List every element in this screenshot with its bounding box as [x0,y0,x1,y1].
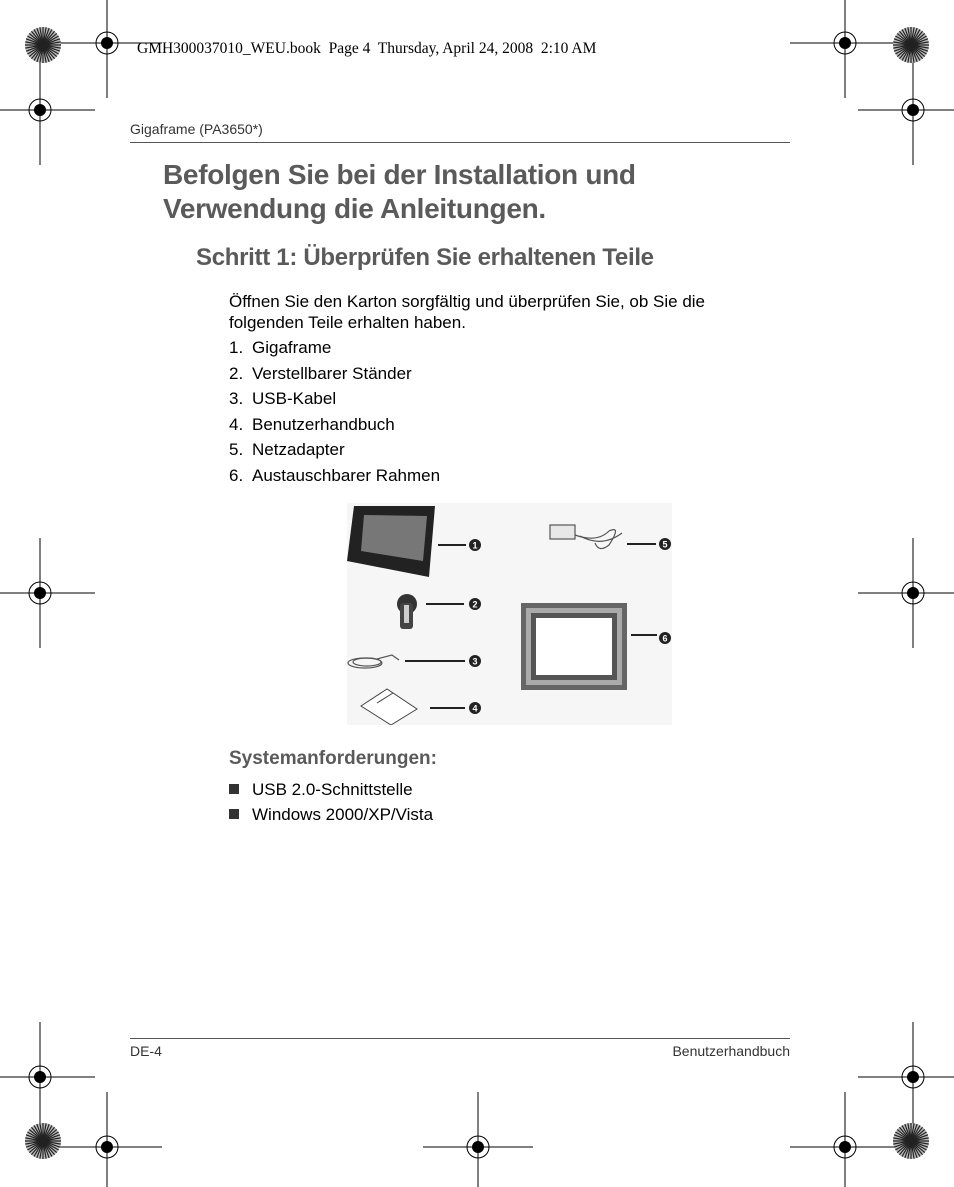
intro-paragraph [229,291,789,333]
svg-text:3: 3 [472,656,478,667]
list-item [229,363,440,389]
registration-mark-icon [858,1022,954,1132]
list-item [229,337,440,363]
header-rule [130,142,790,143]
print-slug: GMH300037010_WEU.book Page 4 Thursday, April 24, 2008 2:10 AM [137,40,597,57]
parts-list [229,337,440,491]
user-manual-illustration [361,689,417,725]
item-number: 1. [229,338,244,357]
registration-mark-icon [0,538,95,648]
title-line-2: Verwendung die Anleitungen. [163,193,546,224]
gigaframe-device-illustration [347,506,435,577]
list-item [229,388,440,414]
power-adapter-illustration [550,525,622,549]
title-line-1: Befolgen Sie bei der Installation und [163,159,636,190]
registration-mark-icon [423,1092,533,1187]
running-header: Gigaframe (PA3650*) [130,121,263,137]
svg-text:4: 4 [472,703,478,714]
list-item [229,804,433,829]
item-label: USB-Kabel [252,389,337,409]
item-label: Verstellbarer Ständer [252,363,412,383]
registration-mark-icon [858,538,954,648]
item-label: Windows 2000/XP/Vista [252,805,434,824]
footer-title: Benutzerhandbuch [672,1043,790,1059]
callout-3 [469,655,481,667]
footer-rule [130,1038,790,1039]
registration-mark-icon [790,0,900,98]
replaceable-frame-illustration [521,603,627,690]
callout-6 [659,632,671,644]
color-bar-starburst-icon [25,1123,61,1159]
item-number: 4. [229,414,244,434]
requirements-heading: Systemanforderungen: [229,748,437,769]
step-heading: Schritt 1: Überprüfen Sie erhaltenen Teile [196,244,654,271]
item-label: Gigaframe [252,338,332,357]
item-number: 5. [229,440,244,460]
svg-text:2: 2 [472,599,478,610]
svg-text:5: 5 [662,539,668,550]
registration-mark-icon [52,1092,162,1187]
svg-text:6: 6 [662,633,668,644]
color-bar-starburst-icon [25,27,61,63]
callout-2 [469,598,481,610]
item-label: Netzadapter [252,440,345,460]
list-item [229,465,440,491]
page-title [163,158,636,226]
stand-illustration [397,594,417,629]
registration-mark-icon [858,55,954,165]
item-number: 6. [229,465,244,485]
color-bar-starburst-icon [893,1123,929,1159]
package-contents-figure [347,503,672,725]
item-label: Benutzerhandbuch [252,414,395,434]
page-number: DE-4 [130,1043,162,1059]
item-label: Austauschbarer Rahmen [252,465,441,485]
callout-4 [469,702,481,714]
list-item [229,414,440,440]
registration-mark-icon [790,1092,900,1187]
svg-text:1: 1 [472,540,478,551]
square-bullet-icon [229,809,239,819]
registration-mark-icon [0,1022,95,1132]
square-bullet-icon [229,784,239,794]
usb-cable-illustration [348,655,399,668]
intro-line-2: folgenden Teile erhalten haben. [229,313,466,332]
item-number: 3. [229,389,244,409]
item-label: USB 2.0-Schnittstelle [252,780,413,799]
color-bar-starburst-icon [893,27,929,63]
item-number: 2. [229,363,244,383]
requirements-list [229,779,433,829]
callout-1 [469,539,481,551]
callout-5 [659,538,671,550]
list-item [229,439,440,465]
registration-mark-icon [0,55,95,165]
intro-line-1: Öffnen Sie den Karton sorgfältig und überprüfen Sie, ob Sie die [229,292,706,311]
list-item [229,779,433,804]
